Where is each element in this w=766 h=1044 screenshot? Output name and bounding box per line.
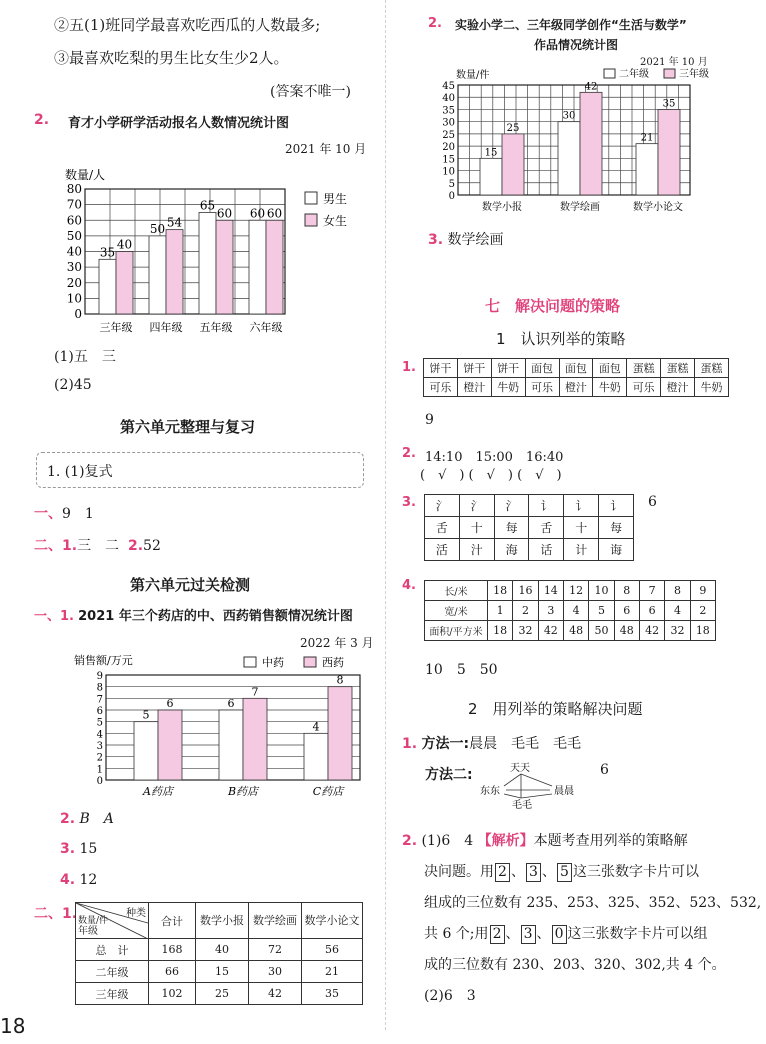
table-cell: 30 — [249, 961, 302, 983]
table-cell: 饼干 — [457, 359, 491, 378]
y-tick-label: 60 — [66, 213, 82, 228]
bar-女生 — [116, 252, 133, 315]
data-label: 8 — [336, 673, 344, 687]
table-header: 合计 — [149, 903, 196, 939]
question-number: 2. — [60, 811, 76, 827]
y-tick-label: 35 — [442, 105, 455, 117]
number-card: 3 — [521, 925, 536, 944]
table-cell: 3 — [538, 601, 563, 621]
table-cell: 14 — [538, 581, 563, 601]
table-row — [425, 581, 716, 601]
rectangle-table — [424, 580, 716, 641]
table-row — [76, 983, 363, 1005]
answer-text: 6 — [648, 494, 657, 510]
para-line3: 组成的三位数有 235、253、325、352、523、532, — [424, 895, 762, 911]
data-label: 35 — [99, 245, 116, 260]
table-cell: 蛋糕 — [627, 359, 661, 378]
tree-lines — [504, 774, 552, 798]
method-answer: 晨晨 毛毛 毛毛 — [469, 736, 582, 752]
corner-label-grade: 年级 — [78, 926, 98, 937]
chart-1-ylabel: 数量/人 — [65, 168, 106, 182]
y-tick-label: 0 — [448, 191, 455, 202]
table-cell: 15 — [196, 961, 249, 983]
table-cell: 讠 — [529, 495, 564, 517]
data-label: 42 — [584, 81, 598, 93]
x-tick-label: 六年级 — [249, 321, 283, 334]
section-label: 一、 — [34, 609, 61, 624]
table-cell: 48 — [563, 621, 588, 641]
answer-text: 52 — [143, 538, 161, 554]
y-tick-label: 50 — [66, 228, 82, 243]
answer-text: 15 — [79, 841, 98, 857]
y-tick-label: 8 — [96, 682, 103, 694]
table-header: 数学小论文 — [302, 903, 363, 939]
data-label: 6 — [166, 697, 174, 710]
data-label: 5 — [142, 708, 150, 722]
y-tick-label: 10 — [66, 291, 82, 306]
bar-三年级 — [580, 92, 602, 195]
para-start: (1)6 4 — [421, 833, 474, 849]
answer-note: (答案不唯一) — [270, 84, 351, 100]
table-cell: 每 — [494, 517, 529, 539]
test-answer-3 — [60, 841, 97, 857]
table-cell: 牛奶 — [593, 378, 627, 397]
table-header: 数学小报 — [196, 903, 249, 939]
tree-name-left: 东东 — [480, 786, 500, 797]
para-line1: 本题考查用列举的策略解 — [533, 833, 688, 849]
table-row — [424, 378, 729, 397]
data-label: 60 — [249, 206, 266, 221]
table-cell: 16 — [513, 581, 538, 601]
data-label: 60 — [216, 206, 233, 221]
time-options: 14:10 15:00 16:40 — [425, 450, 564, 465]
table-cell: 计 — [564, 539, 599, 561]
table-cell: 氵 — [425, 495, 460, 517]
legend-label-boys: 男生 — [323, 192, 348, 206]
table-cell: 6 — [639, 601, 664, 621]
table-cell: 102 — [149, 983, 196, 1005]
chart-answer-2: (2)45 — [54, 377, 92, 393]
bar-中药 — [304, 733, 328, 780]
question-number: 3. — [402, 495, 416, 510]
legend-swatch-girls — [305, 214, 317, 226]
y-tick-label: 4 — [96, 729, 103, 741]
number-card: 2 — [490, 925, 505, 944]
x-tick-label: A药店 — [143, 785, 173, 798]
question-number: 4. — [60, 872, 76, 888]
table-cell: 饼干 — [491, 359, 525, 378]
method-two-label: 方法二: — [425, 767, 473, 783]
question-number: 3. — [60, 841, 76, 857]
legend-swatch-grade3 — [664, 69, 675, 78]
table-cell: 氵 — [459, 495, 494, 517]
table-cell: 72 — [249, 939, 302, 961]
combo-table — [423, 358, 729, 397]
answer-line-2: ②五(1)班同学最喜欢吃西瓜的人数最多; — [54, 16, 321, 34]
table-cell: 讠 — [599, 495, 634, 517]
column-divider — [385, 0, 386, 1030]
x-tick-label: 三年级 — [99, 321, 133, 334]
bar-中药 — [134, 722, 158, 780]
table-row — [425, 601, 716, 621]
table-row — [425, 495, 634, 517]
table-row — [425, 539, 634, 561]
data-label: 60 — [266, 206, 283, 221]
explanation-paragraph: 2. (1)6 4 【解析】本题考查用列举的策略解 决问题。用 2 、 3 、 5 这三张数字卡片可以 组成的三位数有 235、253、325、352、523、532, 共 6 个;用 2 、 3 、 0 这三张数字卡片可以组 成的三位数有 230、203、320、302,共 4 个。 (2)6 3 — [402, 826, 761, 1012]
method-two-answer: 6 — [600, 762, 609, 778]
table-cell: 18 — [488, 621, 513, 641]
table-cell: 2 — [513, 601, 538, 621]
analysis-tag: 【解析】 — [477, 833, 534, 849]
question-number: 1. — [402, 360, 416, 375]
table-cell: 42 — [639, 621, 664, 641]
chart-3-pharmacy — [72, 650, 372, 802]
table-cell: 25 — [196, 983, 249, 1005]
x-tick-label: 数学绘画 — [560, 202, 600, 213]
para-line2a: 决问题。用 — [424, 864, 494, 880]
answer-section-one — [34, 503, 94, 523]
table-cell: 牛奶 — [491, 378, 525, 397]
question-number: 2. — [127, 538, 144, 554]
table-cell: 18 — [488, 581, 513, 601]
y-tick-label: 0 — [96, 776, 103, 787]
y-tick-label: 3 — [96, 741, 103, 752]
chart-1-enrollment — [55, 160, 375, 338]
table-cell: 每 — [599, 517, 634, 539]
bar-男生 — [149, 236, 166, 314]
row-label: 总 计 — [76, 939, 149, 961]
para-line5: 成的三位数有 230、203、320、302,共 4 个。 — [424, 957, 726, 973]
table-cell: 10 — [589, 581, 614, 601]
data-label: 15 — [484, 147, 498, 159]
table-row — [76, 939, 363, 961]
unit6-test-title: 第六单元过关检测 — [130, 576, 251, 594]
answer-text: 12 — [79, 872, 98, 888]
y-tick-label: 30 — [442, 117, 455, 129]
table-cell: 12 — [563, 581, 588, 601]
question-number: 1. — [402, 736, 418, 752]
table-cell: 舌 — [529, 517, 564, 539]
table-row — [76, 961, 363, 983]
chart-title-line2: 作品情况统计图 — [534, 38, 619, 52]
bar-西药 — [243, 698, 267, 780]
answer-text: B A — [79, 811, 114, 827]
table-cell: 66 — [149, 961, 196, 983]
table-cell: 5 — [589, 601, 614, 621]
chart-title: 育才小学研学活动报名人数情况统计图 — [68, 116, 290, 131]
data-label: 25 — [506, 122, 520, 134]
table-cell: 8 — [614, 581, 639, 601]
table-corner-cell — [76, 903, 149, 939]
para-line4a: 共 6 个;用 — [424, 926, 489, 942]
method-label: 方法一: — [421, 736, 470, 752]
number-card: 2 — [495, 863, 510, 882]
y-tick-label: 0 — [74, 307, 82, 321]
question-number: 4. — [402, 578, 416, 593]
y-tick-label: 45 — [442, 81, 455, 92]
y-tick-label: 20 — [442, 142, 455, 154]
table-cell: 十 — [564, 517, 599, 539]
bar-三年级 — [502, 134, 524, 195]
table-cell: 面包 — [593, 359, 627, 378]
table-cell: 21 — [302, 961, 363, 983]
data-label: 7 — [251, 685, 259, 699]
bar-二年级 — [480, 158, 502, 195]
table-cell: 18 — [690, 621, 715, 641]
chart-date: 2021 年 10 月 — [640, 57, 708, 68]
table-cell: 面包 — [559, 359, 593, 378]
bar-西药 — [158, 710, 182, 780]
answer-text: 三 二 — [77, 538, 120, 554]
data-label: 54 — [166, 215, 183, 230]
section-label: 一、 — [34, 506, 62, 522]
row-label: 宽/米 — [425, 601, 488, 621]
question-number: 3. — [428, 232, 444, 248]
table-cell: 可乐 — [525, 378, 559, 397]
y-tick-label: 10 — [442, 166, 455, 178]
method-one — [402, 733, 581, 753]
table-cell: 汁 — [459, 539, 494, 561]
chart-date: 2021 年 10 月 — [285, 142, 367, 156]
chart-title-line1: 实验小学二、三年级同学创作“生活与数学” — [455, 18, 687, 32]
section-label: 二、 — [34, 906, 62, 922]
bar-男生 — [249, 220, 266, 314]
tree-name-top: 天天 — [510, 763, 530, 774]
legend-label-grade2: 二年级 — [619, 69, 649, 80]
test-question-two — [34, 903, 77, 923]
table-cell: 氵 — [494, 495, 529, 517]
table-cell: 十 — [459, 517, 494, 539]
answer-text: 10 5 50 — [425, 662, 498, 678]
table-cell: 可乐 — [627, 378, 661, 397]
question-number: 1. — [60, 609, 74, 624]
row-label: 二年级 — [76, 961, 149, 983]
table-cell: 4 — [563, 601, 588, 621]
table-cell: 橙汁 — [457, 378, 491, 397]
y-tick-label: 2 — [96, 752, 103, 764]
bar-中药 — [219, 710, 243, 780]
table-cell: 48 — [614, 621, 639, 641]
table-cell: 2 — [690, 601, 715, 621]
row-label: 面积/平方米 — [425, 621, 488, 641]
table-row — [424, 359, 729, 378]
y-tick-label: 40 — [66, 244, 82, 259]
number-card: 3 — [526, 863, 541, 882]
bar-男生 — [99, 259, 116, 314]
review-answer-box — [36, 452, 364, 488]
row-label: 长/米 — [425, 581, 488, 601]
y-tick-label: 30 — [66, 260, 82, 275]
table-row — [425, 621, 716, 641]
table-cell: 海 — [494, 539, 529, 561]
para-line2b: 这三张数字卡片可以 — [573, 864, 699, 880]
question-number: 1. — [62, 538, 78, 554]
table-cell: 32 — [665, 621, 690, 641]
table-cell: 面包 — [525, 359, 559, 378]
x-tick-label: B药店 — [227, 785, 259, 798]
table-cell: 32 — [513, 621, 538, 641]
number-card: 5 — [557, 863, 572, 882]
tree-name-bottom: 毛毛 — [512, 800, 532, 811]
row-label: 三年级 — [76, 983, 149, 1005]
legend-label-western-medicine: 西药 — [322, 656, 344, 669]
question-number: 2. — [402, 446, 416, 461]
data-label: 4 — [312, 720, 320, 734]
table-cell: 牛奶 — [695, 378, 729, 397]
y-tick-label: 7 — [96, 694, 103, 706]
legend-swatch-boys — [305, 192, 317, 204]
table-cell: 42 — [249, 983, 302, 1005]
question-number: 1. — [62, 906, 78, 922]
y-tick-label: 5 — [96, 717, 103, 729]
section-title: 1 认识列举的策略 — [496, 330, 626, 348]
method-two-tree-diagram — [476, 760, 596, 812]
tree-name-right: 晨晨 — [554, 786, 574, 797]
y-tick-label: 20 — [66, 275, 82, 290]
answer-section-two — [34, 535, 161, 555]
table-cell: 8 — [665, 581, 690, 601]
data-label: 65 — [199, 198, 216, 213]
answer-text: 数学绘画 — [447, 232, 504, 248]
table-cell: 讠 — [564, 495, 599, 517]
question-number: 2. — [402, 833, 418, 849]
table-cell: 6 — [614, 601, 639, 621]
y-tick-label: 80 — [66, 182, 82, 196]
x-tick-label: 数学小报 — [482, 202, 522, 213]
legend-label-girls: 女生 — [323, 214, 348, 228]
bar-女生 — [166, 230, 183, 314]
table-cell: 诲 — [599, 539, 634, 561]
table-cell: 1 — [488, 601, 513, 621]
chart-2-ylabel: 数量/件 — [456, 70, 490, 81]
unit6-review-title: 第六单元整理与复习 — [120, 418, 256, 436]
para-line6: (2)6 3 — [424, 988, 476, 1004]
table-cell: 橙汁 — [661, 378, 695, 397]
time-checkmarks: ( √ ) ( √ ) ( √ ) — [420, 468, 562, 483]
legend-swatch-western-medicine — [304, 657, 316, 667]
test-answer-2 — [60, 808, 114, 828]
y-tick-label: 6 — [96, 706, 103, 717]
legend-swatch-grade2 — [604, 69, 615, 78]
legend-swatch-chinese-medicine — [244, 657, 256, 667]
character-table — [424, 494, 634, 561]
chart-date: 2022 年 3 月 — [300, 636, 374, 650]
table-row — [425, 517, 634, 539]
answer-line-3: ③最喜欢吃梨的男生比女生少2人。 — [54, 49, 289, 67]
para-line4b: 这三张数字卡片可以组 — [567, 926, 708, 942]
question-number: 2. — [428, 16, 442, 31]
table-cell: 可乐 — [424, 378, 458, 397]
chart-3-ylabel: 销售额/万元 — [74, 654, 133, 667]
table-cell: 活 — [425, 539, 460, 561]
chart-title: 2021 年三个药店的中、西药销售额情况统计图 — [78, 609, 353, 624]
bar-女生 — [216, 220, 233, 314]
y-tick-label: 15 — [442, 154, 455, 166]
data-label: 50 — [149, 221, 166, 236]
y-tick-label: 1 — [96, 764, 103, 776]
table-cell: 168 — [149, 939, 196, 961]
legend-label-grade3: 三年级 — [679, 69, 709, 80]
bar-二年级 — [636, 144, 658, 195]
table-cell: 56 — [302, 939, 363, 961]
table-cell: 4 — [665, 601, 690, 621]
x-tick-label: 五年级 — [199, 321, 233, 334]
section-answer: 9 1 — [62, 506, 94, 522]
bar-三年级 — [658, 109, 680, 195]
answer-text: 9 — [425, 412, 434, 428]
y-tick-label: 70 — [66, 197, 82, 212]
chart-2-works — [420, 64, 725, 216]
number-card: 0 — [552, 925, 567, 944]
y-tick-label: 40 — [442, 93, 455, 105]
table-cell: 话 — [529, 539, 564, 561]
table-cell: 9 — [690, 581, 715, 601]
data-label: 35 — [662, 98, 676, 110]
data-label: 30 — [562, 110, 576, 122]
chapter-title: 七 解决问题的策略 — [485, 297, 621, 315]
question-number: 2. — [34, 112, 50, 128]
bar-西药 — [328, 687, 352, 780]
table-cell: 50 — [589, 621, 614, 641]
y-tick-label: 5 — [448, 178, 455, 190]
data-label: 6 — [227, 697, 235, 710]
bar-女生 — [266, 220, 283, 314]
table-cell: 7 — [639, 581, 664, 601]
table-cell: 35 — [302, 983, 363, 1005]
review-answer-text: 1. (1)复式 — [47, 464, 113, 480]
x-tick-label: 数学小论文 — [633, 202, 683, 213]
section-label: 二、 — [34, 538, 62, 554]
right-answer-3 — [428, 229, 504, 249]
x-tick-label: C药店 — [312, 785, 344, 798]
y-tick-label: 25 — [442, 129, 455, 141]
table-cell: 蛋糕 — [661, 359, 695, 378]
corner-label-quantity: 数量/件 — [78, 916, 109, 926]
data-label: 21 — [640, 132, 654, 144]
table-cell: 蛋糕 — [695, 359, 729, 378]
bar-男生 — [199, 212, 216, 314]
bar-二年级 — [558, 122, 580, 195]
corner-label-type: 种类 — [126, 908, 146, 919]
x-tick-label: 四年级 — [149, 321, 183, 334]
table-cell: 42 — [538, 621, 563, 641]
data-label: 40 — [116, 237, 133, 252]
table-cell: 舌 — [425, 517, 460, 539]
table-cell: 40 — [196, 939, 249, 961]
table-header: 数学绘画 — [249, 903, 302, 939]
chart-answer-1: (1)五 三 — [54, 349, 116, 365]
stats-table — [75, 902, 363, 1005]
test-answer-4 — [60, 872, 97, 888]
section-title: 2 用列举的策略解决问题 — [468, 700, 643, 718]
table-cell: 橙汁 — [559, 378, 593, 397]
legend-label-chinese-medicine: 中药 — [262, 656, 284, 669]
table-cell: 饼干 — [424, 359, 458, 378]
page-number: 18 — [0, 1014, 26, 1038]
test-question-1 — [34, 605, 353, 624]
y-tick-label: 9 — [96, 671, 103, 682]
